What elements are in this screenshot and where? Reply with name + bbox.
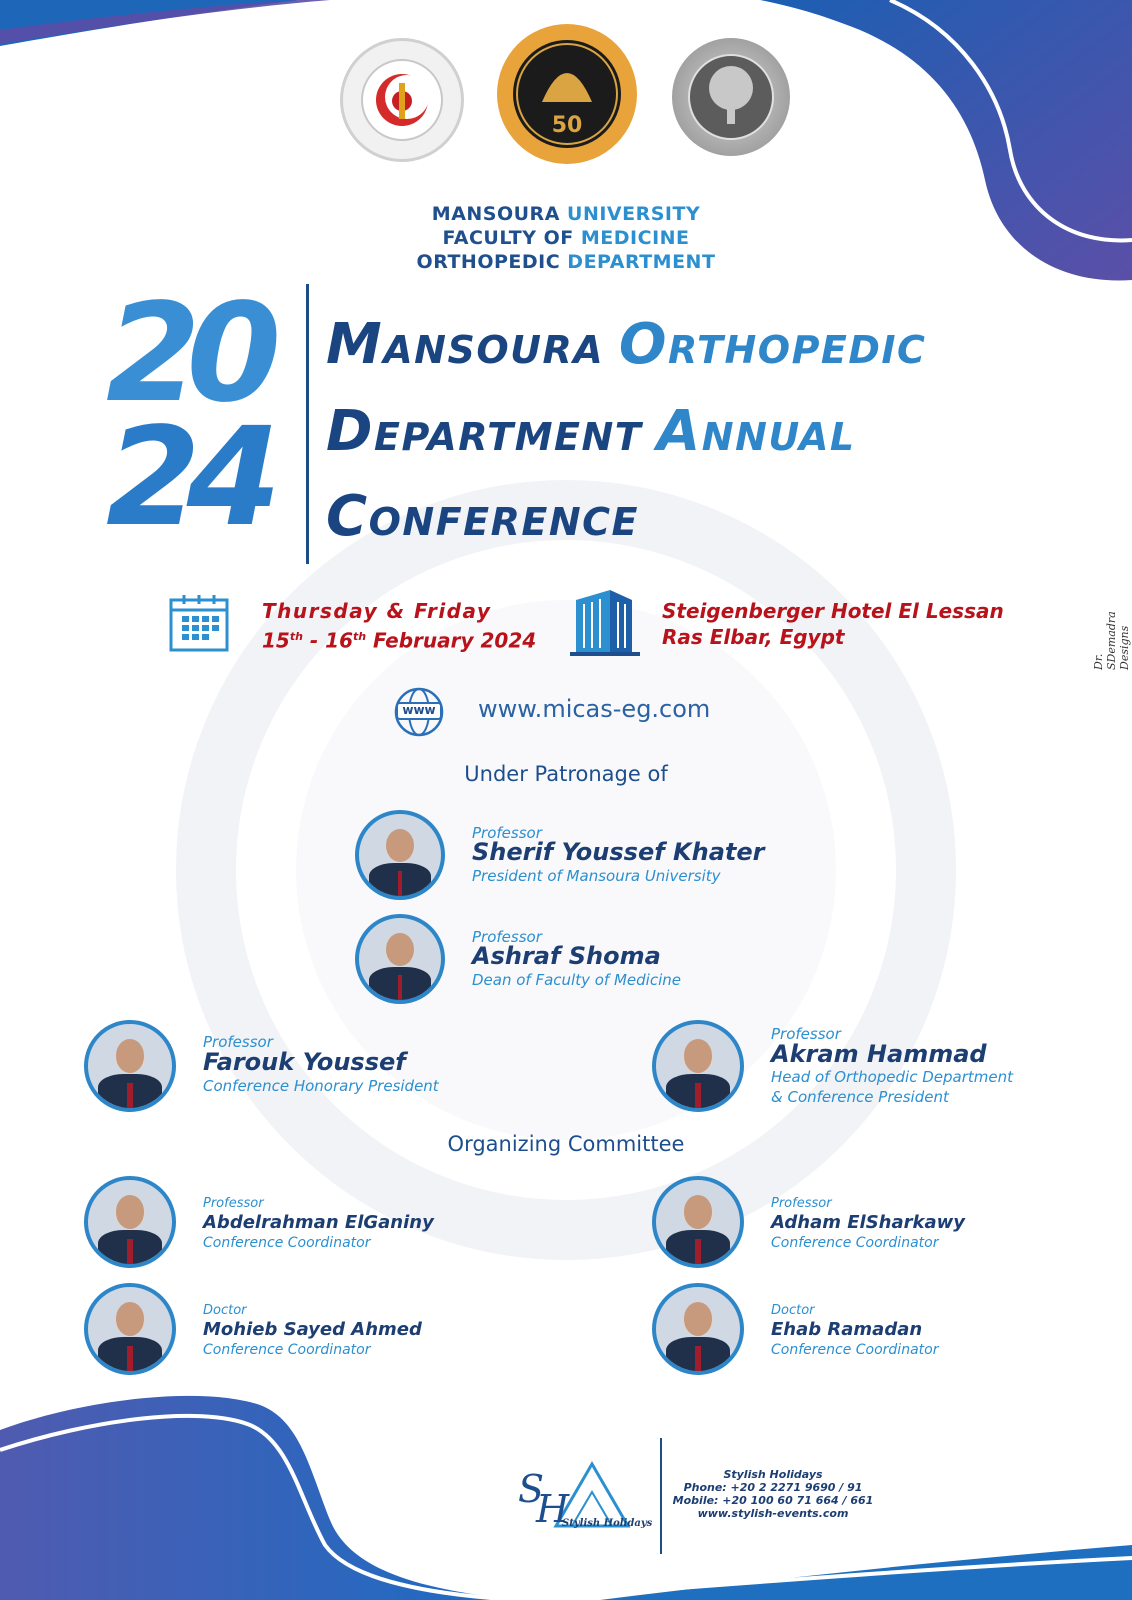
member3-name: Mohieb Sayed Ahmed [203,1319,422,1340]
avatar-akram-hammad [652,1020,744,1112]
patron2-role: Professor [472,928,542,946]
member4-role: Doctor [771,1303,815,1318]
member2-name: Adham ElSharkawy [771,1212,965,1233]
title-divider [306,284,309,564]
venue-location: Ras Elbar, Egypt [662,625,845,649]
footer-web[interactable]: www.stylish-events.com [697,1507,849,1520]
footer-divider [660,1438,662,1554]
event-dates [262,598,536,654]
footer-phone: Phone: +20 2 2271 9690 / 91 [683,1481,863,1494]
avatar-sherif-khater [355,810,445,900]
president2-role: Professor [771,1025,841,1043]
faculty-of-medicine-emblem-icon [343,41,461,159]
avatar-farouk-youssef [84,1020,176,1112]
orthopedic-tree-emblem-icon [672,38,790,156]
designer-signature: Dr. SDemadra Designs [1092,611,1131,670]
member1-desc: Conference Coordinator [203,1235,371,1251]
year-bottom: 24 [106,399,268,557]
member2-desc: Conference Coordinator [771,1235,939,1251]
patron1-role: Professor [472,824,542,842]
venue-hotel: Steigenberger Hotel El Lessan [662,599,1004,623]
event-date-range: 15th - 16th February 2024 [262,628,537,653]
calendar-icon [168,592,230,654]
golden-jubilee-emblem-icon [497,24,637,164]
avatar-adham-elsharkawy [652,1176,744,1268]
year-top: 20 [106,275,268,433]
president1-desc: Conference Honorary President [203,1077,439,1095]
patron1-name: Sherif Youssef Khater [472,838,765,866]
president2-desc2: & Conference President [771,1088,949,1106]
hotel-building-icon [568,586,642,660]
header-faculty: FACULTY OF MEDICINE [442,227,690,249]
member2-role: Professor [771,1196,832,1211]
mansoura-university-golden-jubilee-logo [497,24,637,164]
member1-role: Professor [203,1196,264,1211]
member4-name: Ehab Ramadan [771,1319,923,1340]
faculty-of-medicine-logo [340,38,464,162]
globe-icon-label: www [402,703,436,717]
stylish-holidays-logo-text: Stylish Holidays [562,1518,653,1529]
patron1-desc: President of Mansoura University [472,867,721,885]
event-days: Thursday & Friday [262,599,492,623]
avatar-mohieb-sayed-ahmed [84,1283,176,1375]
committee-title: Organizing Committee [447,1132,685,1156]
patron2-name: Ashraf Shoma [472,942,661,970]
svg-text:H: H [536,1487,570,1531]
footer-mobile: Mobile: +20 100 60 71 664 / 661 [672,1494,874,1507]
conference-title-line2: DEPARTMENT ANNUAL [326,399,856,464]
header-department: ORTHOPEDIC DEPARTMENT [416,251,716,273]
member1-name: Abdelrahman ElGaniny [203,1212,434,1233]
member3-role: Doctor [203,1303,247,1318]
website-link[interactable]: www.micas-eg.com [478,695,711,723]
patronage-title: Under Patronage of [464,762,668,786]
orthopedic-department-logo [672,38,790,156]
patron2-desc: Dean of Faculty of Medicine [472,971,681,989]
avatar-abdelrahman-elganiny [84,1176,176,1268]
footer-contact [668,1468,878,1520]
president2-name: Akram Hammad [771,1040,987,1068]
event-venue [662,598,1004,650]
avatar-ehab-ramadan [652,1283,744,1375]
president1-name: Farouk Youssef [203,1048,406,1076]
conference-title-line1: MANSOURA ORTHOPEDIC [326,312,927,377]
president2-desc1: Head of Orthopedic Department [771,1068,1013,1086]
conference-title-line3: CONFERENCE [326,484,639,549]
svg-text:50: 50 [551,113,583,138]
globe-icon [393,686,445,738]
avatar-ashraf-shoma [355,914,445,1004]
header-university: MANSOURA UNIVERSITY [431,203,701,225]
member3-desc: Conference Coordinator [203,1342,371,1358]
footer-company: Stylish Holidays [723,1468,823,1481]
member4-desc: Conference Coordinator [771,1342,939,1358]
svg-text:S: S [518,1467,545,1511]
president1-role: Professor [203,1033,273,1051]
